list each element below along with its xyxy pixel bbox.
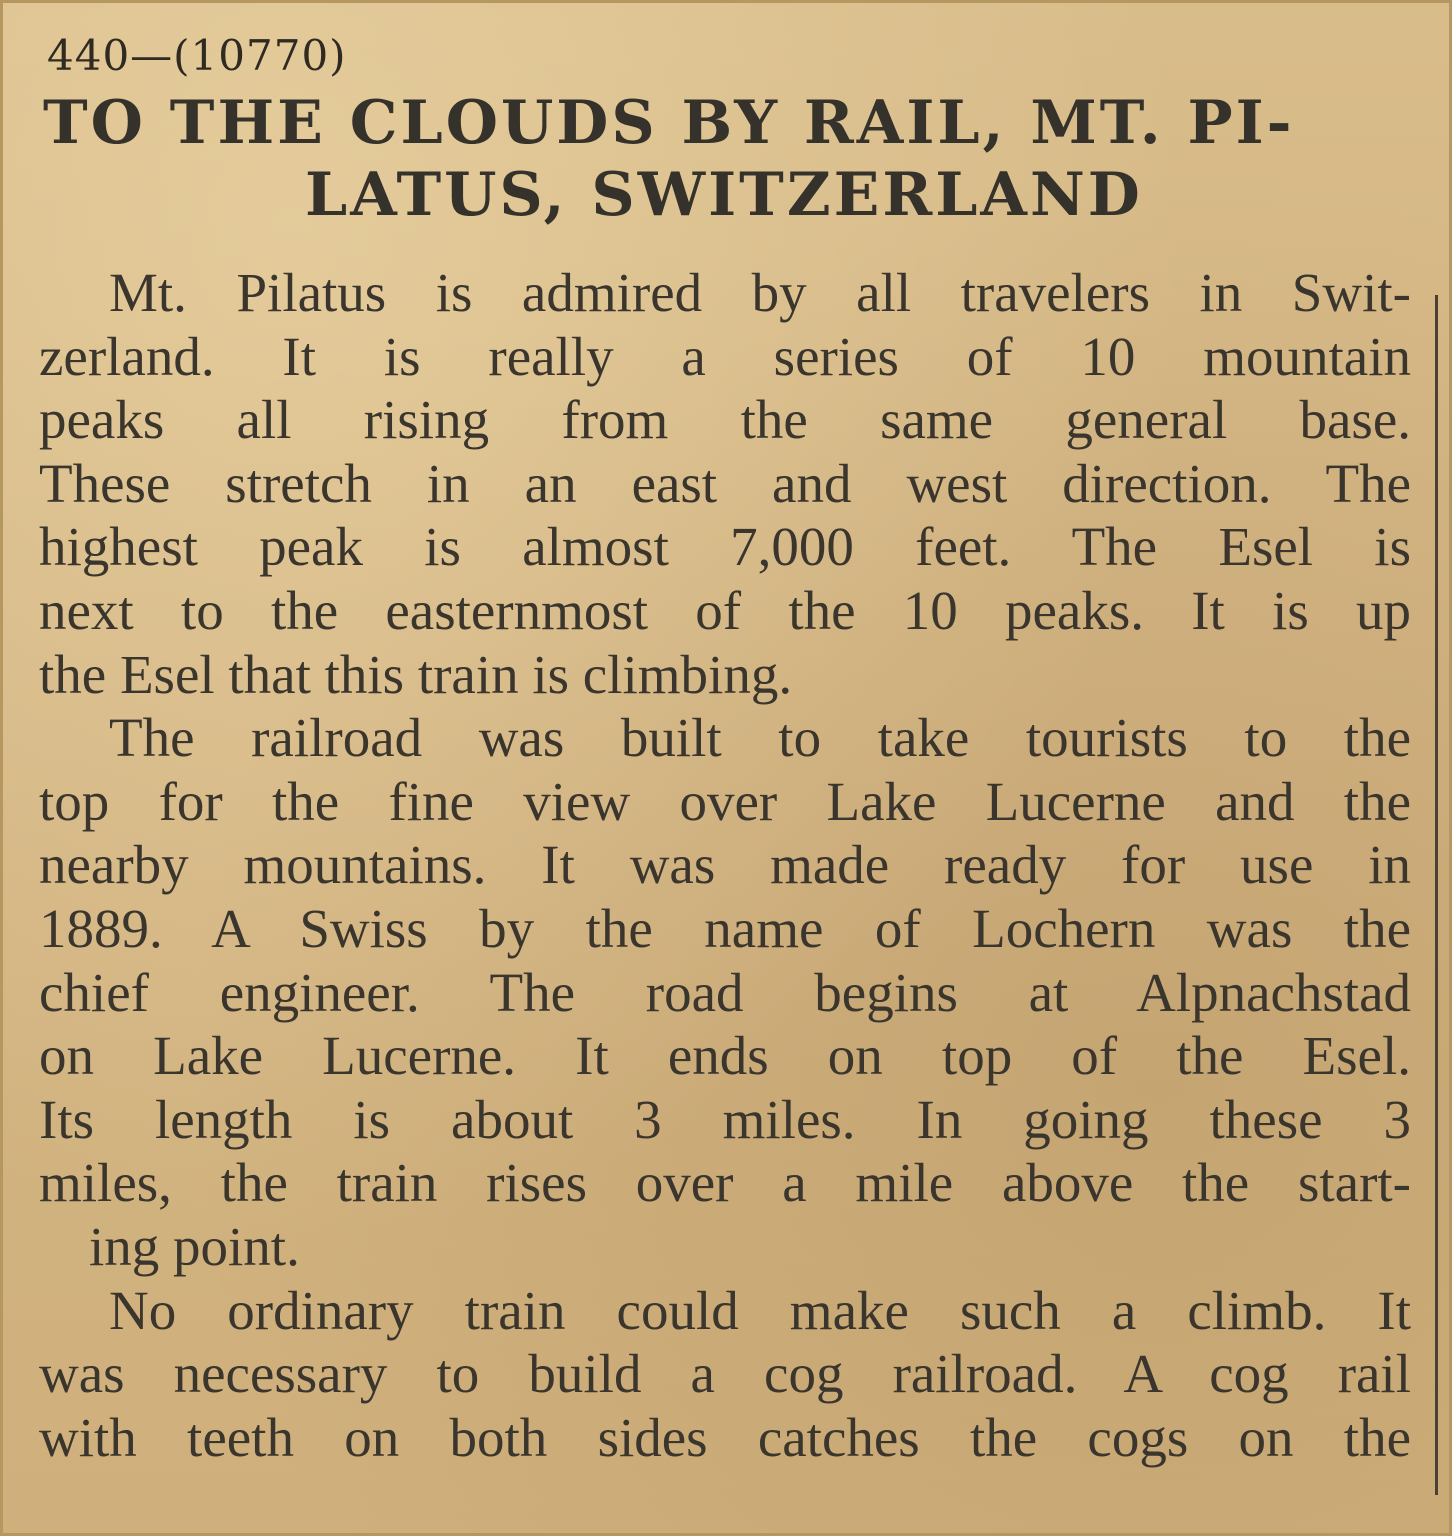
text-line: Its length is about 3 miles. In going these 3 [39, 1088, 1411, 1150]
text-line: next to the easternmost of the 10 peaks. It is up [39, 579, 1411, 641]
text-line: peaks all rising from the same general base. [39, 389, 1411, 451]
text-line: These stretch in an east and west direction. The [39, 452, 1411, 514]
title-line-2: LATUS, SWITZERLAND [305, 160, 1143, 230]
text-line: on Lake Lucerne. It ends on top of the Esel. [39, 1025, 1411, 1087]
text-line: with teeth on both sides catches the cogs on the [39, 1406, 1411, 1468]
text-line: chief engineer. The road begins at Alpnachstad [39, 961, 1411, 1023]
body-text [39, 261, 1411, 1469]
catalog-number: 440—(10770) [47, 31, 347, 80]
title-line-1: TO THE CLOUDS BY RAIL, MT. PI- [43, 88, 1295, 158]
text-line: was necessary to build a cog railroad. A cog rail [39, 1343, 1411, 1405]
text-line: ing point. [89, 1215, 300, 1277]
text-line: miles, the train rises over a mile above the start- [39, 1152, 1411, 1214]
text-line: zerland. It is really a series of 10 mountain [39, 325, 1411, 387]
margin-rule [1435, 295, 1438, 1495]
page-title [43, 87, 1403, 231]
text-line: nearby mountains. It was made ready for use in [39, 834, 1411, 896]
text-line: The railroad was built to take tourists to the [109, 707, 1411, 769]
text-line: Mt. Pilatus is admired by all travelers in Swit- [109, 262, 1411, 323]
text-line: top for the fine view over Lake Lucerne and the [39, 770, 1411, 832]
text-line: the Esel that this train is climbing. [39, 643, 793, 705]
text-line: No ordinary train could make such a climb. It [109, 1279, 1411, 1341]
text-line: 1889. A Swiss by the name of Lochern was the [39, 897, 1411, 959]
text-line: highest peak is almost 7,000 feet. The Esel is [39, 516, 1411, 578]
